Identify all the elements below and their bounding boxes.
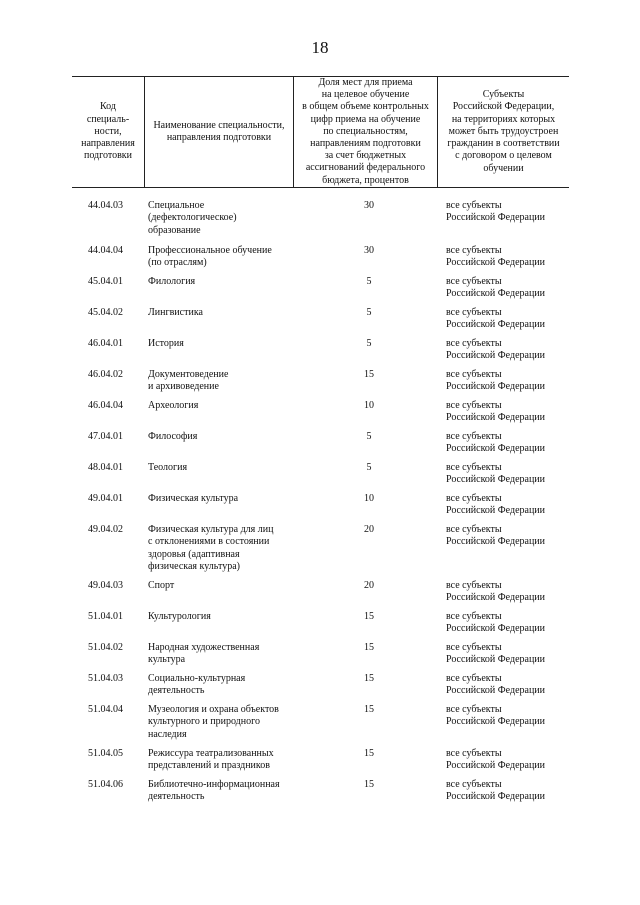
row-share: 30 bbox=[364, 245, 374, 256]
row-subjects: все субъекты Российской Федерации bbox=[446, 779, 546, 803]
row-code: 46.04.04 bbox=[88, 400, 123, 411]
row-name: Музеология и охрана объектов культурного и природного наследия bbox=[148, 704, 279, 740]
row-name: Документоведение и архивоведение bbox=[148, 369, 229, 393]
row-share: 15 bbox=[364, 748, 374, 759]
row-share: 15 bbox=[364, 611, 374, 622]
row-code: 51.04.03 bbox=[88, 673, 123, 684]
table-row bbox=[0, 245, 640, 276]
header-subjects: Субъекты Российской Федерации, на территориях которых может быть трудоустроен гражданин в соответствии с договором о целевом обучении bbox=[447, 89, 560, 174]
row-share: 15 bbox=[364, 369, 374, 380]
table-row bbox=[0, 642, 640, 673]
table-row bbox=[0, 524, 640, 580]
row-share: 5 bbox=[366, 307, 372, 318]
row-name: Физическая культура для лиц с отклонениями в состоянии здоровья (адаптивная физическая культура) bbox=[148, 524, 274, 573]
table-row bbox=[0, 462, 640, 493]
row-code: 51.04.06 bbox=[88, 779, 123, 790]
row-code: 51.04.02 bbox=[88, 642, 123, 653]
row-subjects: все субъекты Российской Федерации bbox=[446, 704, 546, 728]
row-name: Профессиональное обучение (по отраслям) bbox=[148, 245, 272, 269]
row-code: 51.04.05 bbox=[88, 748, 123, 759]
row-share: 15 bbox=[364, 642, 374, 653]
row-code: 51.04.04 bbox=[88, 704, 123, 715]
row-subjects: все субъекты Российской Федерации bbox=[446, 431, 546, 455]
table-header bbox=[72, 76, 569, 188]
row-share: 5 bbox=[366, 431, 372, 442]
row-subjects: все субъекты Российской Федерации bbox=[446, 200, 546, 224]
row-code: 45.04.02 bbox=[88, 307, 123, 318]
row-share: 20 bbox=[364, 580, 374, 591]
row-share: 10 bbox=[364, 493, 374, 504]
row-name: Народная художественная культура bbox=[148, 642, 260, 666]
row-name: Спорт bbox=[148, 580, 175, 591]
row-name: Библиотечно-информационная деятельность bbox=[148, 779, 280, 803]
table-row bbox=[0, 611, 640, 642]
row-name: Теология bbox=[148, 462, 188, 473]
header-name: Наименование специальности, направления подготовки bbox=[145, 77, 294, 187]
row-name: История bbox=[148, 338, 184, 349]
row-share: 15 bbox=[364, 779, 374, 790]
row-code: 49.04.03 bbox=[88, 580, 123, 591]
row-share: 30 bbox=[364, 200, 374, 211]
table-row bbox=[0, 704, 640, 748]
table-row bbox=[0, 493, 640, 524]
table-row bbox=[0, 369, 640, 400]
row-code: 45.04.01 bbox=[88, 276, 123, 287]
row-name: Культурология bbox=[148, 611, 211, 622]
table-row bbox=[0, 276, 640, 307]
row-subjects: все субъекты Российской Федерации bbox=[446, 369, 546, 393]
row-code: 49.04.02 bbox=[88, 524, 123, 535]
row-subjects: все субъекты Российской Федерации bbox=[446, 462, 546, 486]
row-share: 20 bbox=[364, 524, 374, 535]
row-subjects: все субъекты Российской Федерации bbox=[446, 400, 546, 424]
row-subjects: все субъекты Российской Федерации bbox=[446, 673, 546, 697]
row-subjects: все субъекты Российской Федерации bbox=[446, 245, 546, 269]
table-row bbox=[0, 400, 640, 431]
row-code: 44.04.03 bbox=[88, 200, 123, 211]
row-subjects: все субъекты Российской Федерации bbox=[446, 580, 546, 604]
row-code: 46.04.01 bbox=[88, 338, 123, 349]
row-subjects: все субъекты Российской Федерации bbox=[446, 493, 546, 517]
page-number: 18 bbox=[311, 38, 329, 57]
row-code: 49.04.01 bbox=[88, 493, 123, 504]
row-name: Социально-культурная деятельность bbox=[148, 673, 246, 697]
row-subjects: все субъекты Российской Федерации bbox=[446, 642, 546, 666]
row-code: 47.04.01 bbox=[88, 431, 123, 442]
row-subjects: все субъекты Российской Федерации bbox=[446, 748, 546, 772]
row-name: Физическая культура bbox=[148, 493, 239, 504]
row-name: Археология bbox=[148, 400, 199, 411]
row-share: 5 bbox=[366, 338, 372, 349]
row-share: 10 bbox=[364, 400, 374, 411]
row-code: 46.04.02 bbox=[88, 369, 123, 380]
row-name: Филология bbox=[148, 276, 196, 287]
row-share: 5 bbox=[366, 462, 372, 473]
row-name: Специальное (дефектологическое) образование bbox=[148, 200, 237, 236]
table-row bbox=[0, 338, 640, 369]
row-subjects: все субъекты Российской Федерации bbox=[446, 276, 546, 300]
table-row bbox=[0, 200, 640, 245]
row-share: 15 bbox=[364, 673, 374, 684]
row-code: 44.04.04 bbox=[88, 245, 123, 256]
table-row bbox=[0, 673, 640, 704]
row-share: 5 bbox=[366, 276, 372, 287]
row-share: 15 bbox=[364, 704, 374, 715]
row-name: Философия bbox=[148, 431, 198, 442]
table-row bbox=[0, 580, 640, 611]
row-subjects: все субъекты Российской Федерации bbox=[446, 611, 546, 635]
row-name: Лингвистика bbox=[148, 307, 203, 318]
row-subjects: все субъекты Российской Федерации bbox=[446, 524, 546, 548]
row-code: 48.04.01 bbox=[88, 462, 123, 473]
header-code: Код специаль- ности, направления подготовки bbox=[72, 77, 145, 187]
row-subjects: все субъекты Российской Федерации bbox=[446, 307, 546, 331]
row-code: 51.04.01 bbox=[88, 611, 123, 622]
table-row bbox=[0, 307, 640, 338]
table-row bbox=[0, 779, 640, 810]
row-name: Режиссура театрализованных представлений и праздников bbox=[148, 748, 274, 772]
table-body bbox=[0, 200, 640, 810]
header-share: Доля мест для приема на целевое обучение в общем объеме контрольных цифр приема на обучение по специальностям, направлениям подготовки за счет бюджетных ассигнований федерального бюджета, процентов bbox=[294, 77, 438, 187]
table-row bbox=[0, 748, 640, 779]
row-subjects: все субъекты Российской Федерации bbox=[446, 338, 546, 362]
table-row bbox=[0, 431, 640, 462]
